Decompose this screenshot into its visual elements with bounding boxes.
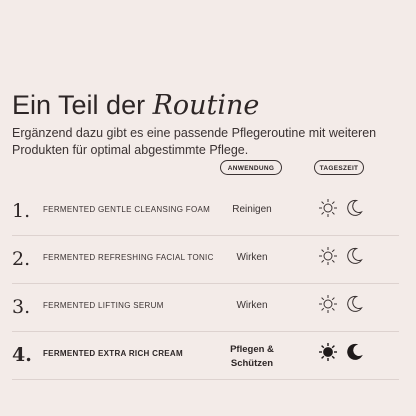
product-name: FERMENTED EXTRA RICH CREAM — [43, 349, 183, 358]
product-number: 1. — [12, 200, 31, 222]
product-row-1 — [12, 187, 399, 236]
product-name: FERMENTED GENTLE CLEANSING FOAM — [43, 205, 211, 214]
product-use: Pflegen & Schützen — [230, 344, 274, 369]
sun-icon — [318, 246, 338, 266]
moon-icon — [344, 246, 364, 266]
product-name: FERMENTED LIFTING SERUM — [43, 301, 164, 310]
column-header-use: ANWENDUNG — [220, 160, 282, 175]
section-title — [12, 88, 259, 123]
moon-icon — [344, 198, 364, 218]
product-name: FERMENTED REFRESHING FACIAL TONIC — [43, 253, 214, 262]
title-accent: Routine — [152, 90, 260, 121]
column-header-time: TAGESZEIT — [314, 160, 364, 175]
moon-icon — [344, 342, 364, 362]
product-number: 3. — [12, 296, 31, 318]
time-of-day-icons — [318, 246, 370, 270]
product-number: 4. — [12, 344, 32, 366]
sun-icon — [318, 294, 338, 314]
product-row-3 — [12, 283, 399, 332]
sun-icon — [318, 198, 338, 218]
product-row-2 — [12, 235, 399, 284]
time-of-day-icons — [318, 342, 370, 366]
product-row-4 — [12, 331, 399, 380]
product-use: Wirken — [236, 300, 268, 311]
intro-text: Ergänzend dazu gibt es eine passende Pflegeroutine mit weiteren Produkten für optimal abgestimmte Pflege. — [12, 126, 377, 157]
time-of-day-icons — [318, 198, 370, 222]
product-use: Wirken — [236, 252, 268, 263]
sun-icon — [318, 342, 338, 362]
title-plain: Ein Teil der — [12, 90, 153, 120]
product-number: 2. — [12, 248, 31, 270]
product-use: Reinigen — [232, 204, 272, 215]
time-of-day-icons — [318, 294, 370, 318]
moon-icon — [344, 294, 364, 314]
